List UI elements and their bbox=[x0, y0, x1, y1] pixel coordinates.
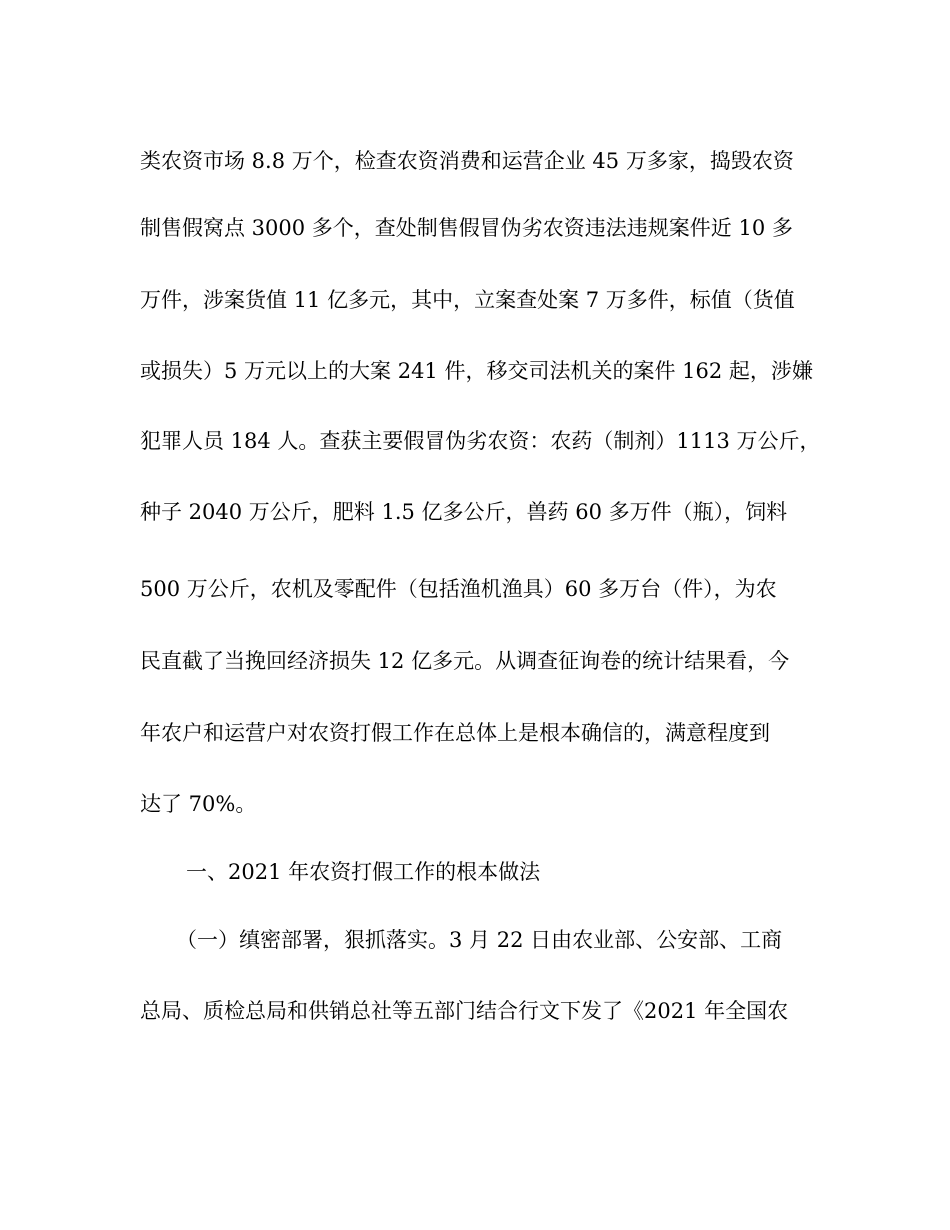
body-text-line: 万件，涉案货值 11 亿多元，其中，立案查处案 7 万多件，标值（货值 bbox=[140, 288, 795, 312]
body-text-line: 制售假窝点 3000 多个，查处制售假冒伪劣农资违法违规案件近 10 多 bbox=[140, 216, 793, 240]
body-text-line: 总局、质检总局和供销总社等五部门结合行文下发了《2021 年全国农 bbox=[140, 999, 789, 1023]
body-text-line: 种子 2040 万公斤，肥料 1.5 亿多公斤，兽药 60 多万件（瓶），饲料 bbox=[140, 500, 788, 524]
body-text-line: 犯罪人员 184 人。查获主要假冒伪劣农资：农药（制剂）1113 万公斤， bbox=[140, 429, 821, 453]
section-heading: 一、2021 年农资打假工作的根本做法 bbox=[186, 860, 541, 884]
body-text-line: 达了 70%。 bbox=[140, 792, 257, 816]
subsection-heading-line: （一）缜密部署，狠抓落实。3 月 22 日由农业部、公安部、工商 bbox=[176, 928, 783, 952]
body-text-line: 500 万公斤，农机及零配件（包括渔机渔具）60 多万台（件），为农 bbox=[140, 577, 777, 601]
body-text-line: 类农资市场 8.8 万个，检查农资消费和运营企业 45 万多家，捣毁农资 bbox=[140, 149, 794, 173]
body-text-line: 或损失）5 万元以上的大案 241 件，移交司法机关的案件 162 起，涉嫌 bbox=[140, 359, 813, 383]
body-text-line: 民直截了当挽回经济损失 12 亿多元。从调查征询卷的统计结果看，今 bbox=[140, 649, 790, 673]
body-text-line: 年农户和运营户对农资打假工作在总体上是根本确信的，满意程度到 bbox=[140, 721, 770, 745]
